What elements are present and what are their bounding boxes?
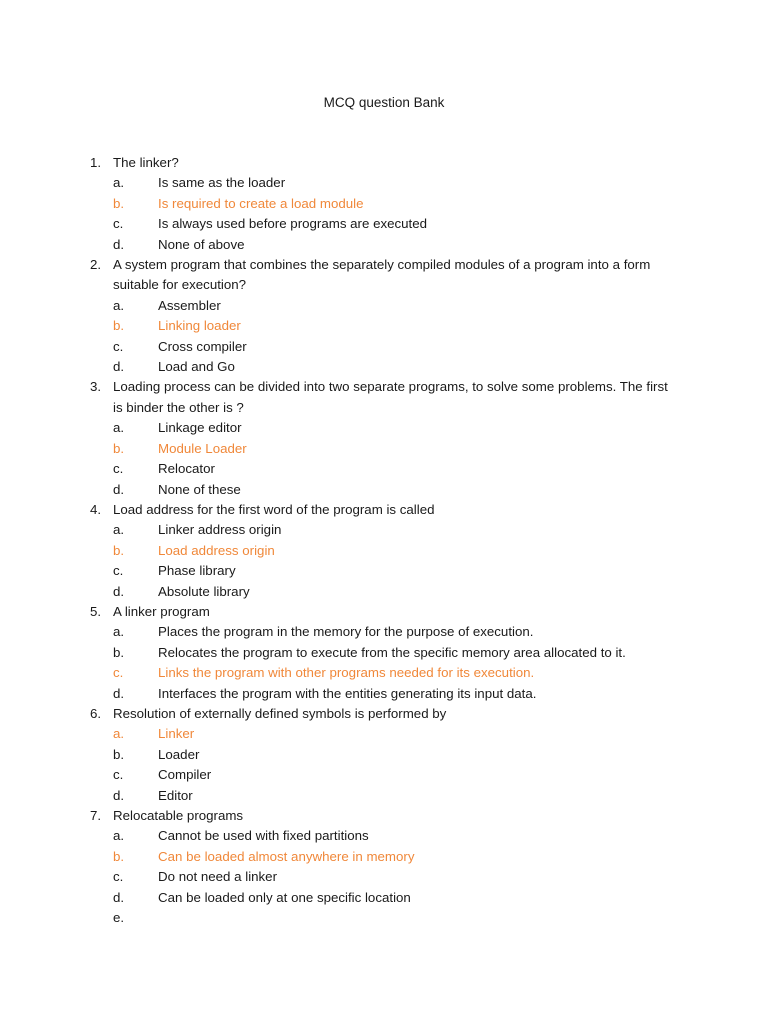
question-number: 2. [90,257,102,273]
option-text: Load address origin [158,542,275,558]
question-text: Relocatable programs [113,808,244,823]
option-item [0,235,768,255]
option-text: Cannot be used with fixed partitions [158,828,369,844]
option-item [0,745,768,765]
option-letter: a. [113,420,125,436]
question-item [0,602,768,704]
option-text: Assembler [158,297,221,313]
option-item [0,337,768,357]
option-item [0,663,768,683]
option-text: Linkage editor [158,420,242,436]
option-letter: d. [113,359,125,375]
option-letter: c. [113,869,124,885]
option-item [0,173,768,193]
option-list [0,724,768,806]
option-letter: a. [113,297,125,313]
option-letter: c. [113,767,124,783]
question-number: 4. [90,501,102,517]
option-letter: c. [113,461,124,477]
option-letter: a. [113,828,125,844]
option-item [0,418,768,438]
option-item [0,561,768,581]
option-letter: b. [113,746,125,762]
option-item [0,520,768,540]
page-title: MCQ question Bank [323,95,445,110]
option-letter: c. [113,563,124,579]
option-letter: b. [113,318,125,334]
option-text: Is required to create a load module [158,195,364,211]
option-letter: b. [113,848,125,864]
option-text: None of above [158,236,245,252]
option-item [0,480,768,500]
option-text: Places the program in the memory for the purpose of execution. [158,624,534,640]
question-text: Resolution of externally defined symbols is performed by [113,705,447,721]
option-letter: d. [113,236,125,252]
option-letter: b. [113,195,125,211]
option-item [0,643,768,663]
option-item [0,541,768,561]
option-text: Linking loader [158,318,241,334]
option-text: Compiler [158,767,212,783]
option-letter: d. [113,889,125,905]
option-item [0,867,768,887]
question-list [0,153,768,926]
question-text: Loading process can be divided into two separate programs, to solve some problems. The first is binder the other is ? [113,379,668,415]
option-item [0,582,768,602]
option-letter: c. [113,665,124,681]
question-row [0,806,673,826]
option-letter: a. [113,624,125,640]
question-number: 6. [90,705,102,721]
option-text: Linker [158,726,195,742]
question-number: 3. [90,379,102,395]
option-letter: c. [113,338,124,354]
option-letter: d. [113,481,125,497]
option-item [0,357,768,377]
question-row [0,602,673,622]
option-item [0,214,768,234]
option-text: Loader [158,746,200,762]
option-text: Cross compiler [158,338,247,354]
question-number: 7. [90,808,102,823]
option-item [0,888,768,908]
option-item [0,296,768,316]
option-item [0,459,768,479]
option-letter: b. [113,644,125,660]
option-item [0,622,768,642]
option-letter: b. [113,440,125,456]
option-list [0,826,768,926]
question-row [0,153,673,173]
question-text: The linker? [113,155,179,170]
option-list [0,622,768,704]
question-text: A system program that combines the separately compiled modules of a program into a form suitable for execution? [113,257,651,293]
option-letter: b. [113,542,125,558]
question-item [0,500,768,602]
option-text: None of these [158,481,241,497]
question-number: 5. [90,603,102,619]
option-list [0,520,768,602]
option-text: Relocates the program to execute from the specific memory area allocated to it. [158,644,626,660]
option-letter: c. [113,216,124,232]
option-item [0,684,768,704]
question-text: Load address for the first word of the program is called [113,501,435,517]
option-list [0,418,768,500]
option-item [0,724,768,744]
option-item [0,194,768,214]
option-letter: d. [113,787,125,803]
option-text: Absolute library [158,583,250,599]
option-text: Links the program with other programs needed for its execution. [158,665,535,681]
option-text: Linker address origin [158,522,282,538]
question-row [0,704,673,724]
question-row [0,500,673,520]
option-item [0,826,768,846]
option-letter: a. [113,726,125,742]
question-item [0,806,768,926]
option-text: Module Loader [158,440,247,456]
option-list [0,296,768,378]
question-text: A linker program [113,603,210,619]
option-text: Editor [158,787,193,803]
option-list [0,173,768,255]
option-item [0,786,768,806]
option-text: Phase library [158,563,236,579]
option-text: Do not need a linker [158,869,278,885]
option-letter: d. [113,685,125,701]
option-item [0,847,768,867]
option-item [0,316,768,336]
question-item [0,153,768,255]
option-text: Load and Go [158,359,235,375]
option-text: Can be loaded only at one specific location [158,889,411,905]
option-text: Is same as the loader [158,175,286,191]
question-item [0,704,768,806]
question-row [0,377,673,418]
question-number: 1. [90,155,102,170]
option-text: Relocator [158,461,215,477]
question-item [0,255,768,377]
option-text: Interfaces the program with the entities generating its input data. [158,685,537,701]
question-item [0,377,768,499]
option-letter: d. [113,583,125,599]
option-text: Is always used before programs are executed [158,216,428,232]
option-letter: a. [113,522,125,538]
option-letter: a. [113,175,125,191]
question-row [0,255,673,296]
option-item [0,439,768,459]
option-item [0,765,768,785]
option-text: Can be loaded almost anywhere in memory [158,848,415,864]
option-letter: e. [113,910,125,926]
